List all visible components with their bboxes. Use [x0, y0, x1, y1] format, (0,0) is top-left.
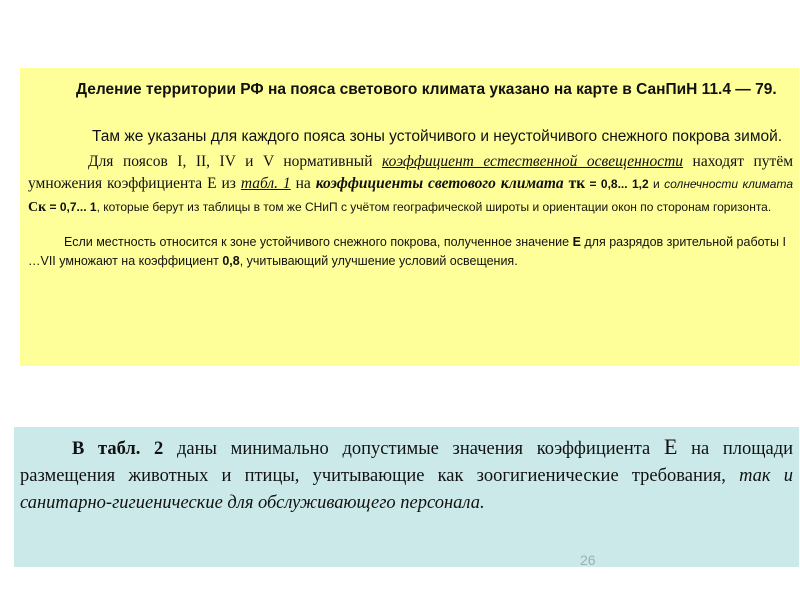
- ck-range: = 0,7... 1: [46, 200, 97, 214]
- snow-rule-e: Е: [572, 235, 581, 249]
- snow-rule-paragraph: [28, 233, 793, 271]
- top-text-block: [20, 68, 799, 366]
- table-2-paragraph: [20, 433, 793, 517]
- coefficient-paragraph: [28, 151, 793, 219]
- light-climate-coef: коэффициенты светового климата: [315, 175, 564, 192]
- coef-text-2: находят путём умножения коэффициента Е из: [28, 153, 794, 192]
- bottom-text-3: так и санитарно-гигиенические для обслуживающего персонала.: [20, 466, 793, 513]
- table-2-ref: В табл. 2: [72, 439, 164, 459]
- heading-paragraph: Деление территории РФ на пояса светового климата указано на карте в СанПиН 11.4 — 79.: [76, 81, 777, 98]
- coef-text-3: на: [290, 175, 316, 192]
- snow-rule-text-2: для разрядов зрительной работы I …VII умножают на коэффициент: [28, 235, 786, 268]
- snow-rule-text-3: , учитывающий улучшение условий освещения.: [239, 254, 518, 268]
- coef-text-4: и: [648, 177, 665, 191]
- bottom-text-2: на площади размещения животных и птицы, учитывающие как зоогигиенические требования,: [20, 439, 794, 486]
- snow-rule-text-1: Если местность относится к зоне устойчивого снежного покрова, полученное значение: [64, 235, 573, 249]
- bottom-text-1: даны минимально допустимые значения коэффициента: [163, 439, 664, 459]
- tk-range: = 0,8... 1,2: [585, 177, 649, 191]
- table-1-link[interactable]: табл. 1: [240, 175, 291, 192]
- bottom-text-block: [14, 427, 799, 567]
- coef-text-1: Для поясов I, II, IV и V нормативный: [88, 153, 383, 170]
- bottom-e: Е: [663, 434, 678, 459]
- page-number: 26: [580, 552, 596, 568]
- ck-symbol: Ск: [28, 200, 47, 215]
- coef-text-5: , которые берут из таблицы в том же СНиП с учётом географической широты и ориентации окон по сторонам горизонта.: [96, 200, 772, 214]
- sun-climate-coef: солнечности климата: [664, 177, 794, 191]
- snow-rule-factor: 0,8: [222, 254, 240, 268]
- tk-symbol: тк: [563, 175, 586, 192]
- keo-link[interactable]: коэффициент естественной освещенности: [382, 153, 684, 170]
- snow-zones-paragraph: Там же указаны для каждого пояса зоны устойчивого и неустойчивого снежного покрова зимой.: [92, 128, 783, 145]
